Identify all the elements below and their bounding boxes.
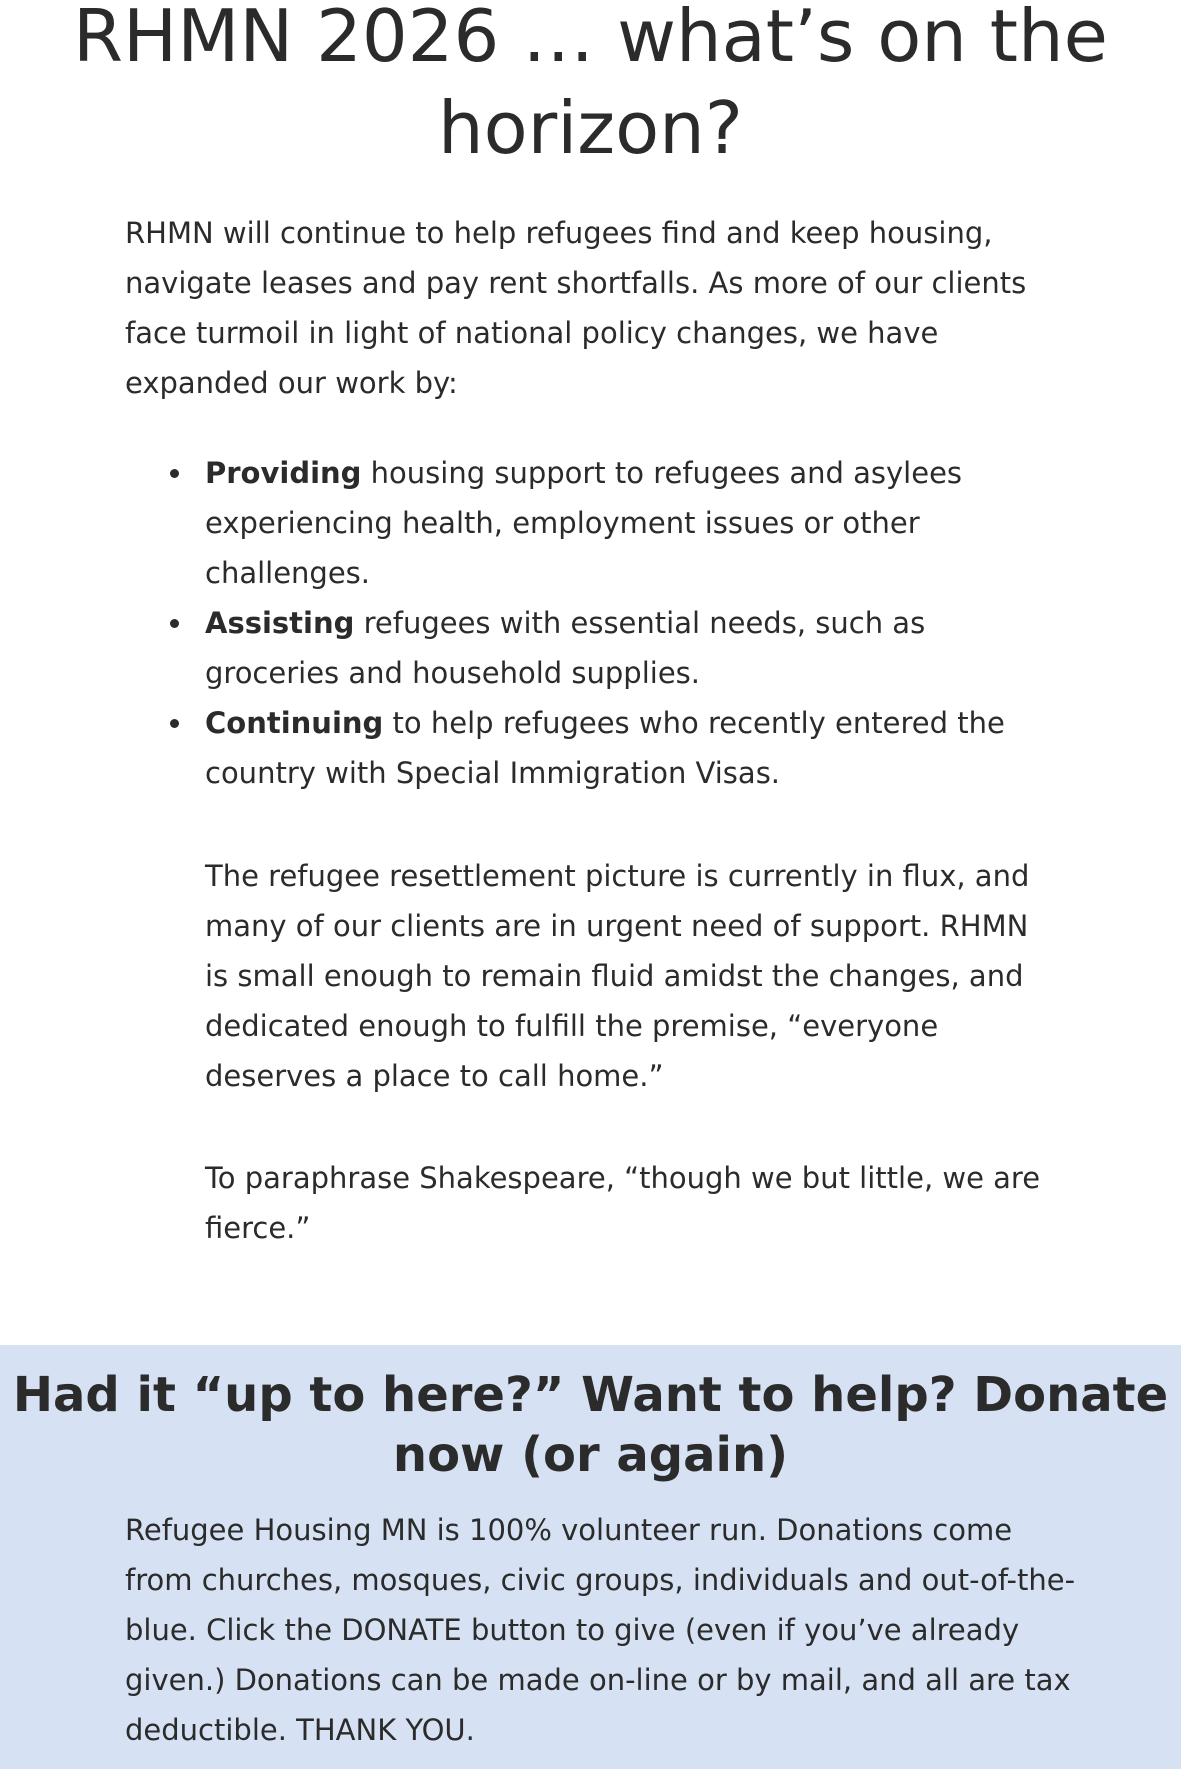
intro-paragraph: RHMN will continue to help refugees find and keep housing, navigate leases and pay rent shortfalls. As more of our clients face turmoil in light of national policy changes, we have expanded our work by: [125, 216, 1027, 400]
list-item-text: refugees with essential needs, such as groceries and household supplies. [205, 606, 926, 690]
list-item-lead: Providing [205, 456, 362, 490]
list-item-lead: Continuing [205, 706, 384, 740]
list-item [125, 598, 1055, 698]
list-item-lead: Assisting [205, 606, 355, 640]
donate-paragraph: Refugee Housing MN is 100% volunteer run. Donations come from churches, mosques, civic groups, individuals and out-of-the-blue. Click the DONATE button to give (even if you’ve already given.) Donations can be made on-line or by mail, and all are tax deductible. THANK YOU. [125, 1513, 1076, 1747]
list-item [125, 448, 1055, 598]
donate-section [0, 1345, 1181, 1769]
services-list [125, 448, 1055, 798]
page-title: RHMN 2026 … what’s on the horizon? [73, 0, 1108, 170]
bullet-icon [170, 719, 179, 728]
list-item [125, 698, 1055, 798]
list-item-text: housing support to refugees and asylees experiencing health, employment issues or other challenges. [205, 456, 963, 590]
resettlement-paragraph: The refugee resettlement picture is currently in flux, and many of our clients are in urgent need of support. RHMN is small enough to remain fluid amidst the changes, and dedicated enough to fulfill the premise, “everyone deserves a place to call home.” [205, 859, 1030, 1093]
bullet-icon [170, 469, 179, 478]
list-item-text: to help refugees who recently entered the country with Special Immigration Visas. [205, 706, 1005, 790]
shakespeare-paragraph: To paraphrase Shakespeare, “though we but little, we are fierce.” [205, 1161, 1041, 1245]
bullet-icon [170, 619, 179, 628]
donate-title: Had it “up to here?” Want to help? Donate now (or again) [12, 1367, 1169, 1483]
